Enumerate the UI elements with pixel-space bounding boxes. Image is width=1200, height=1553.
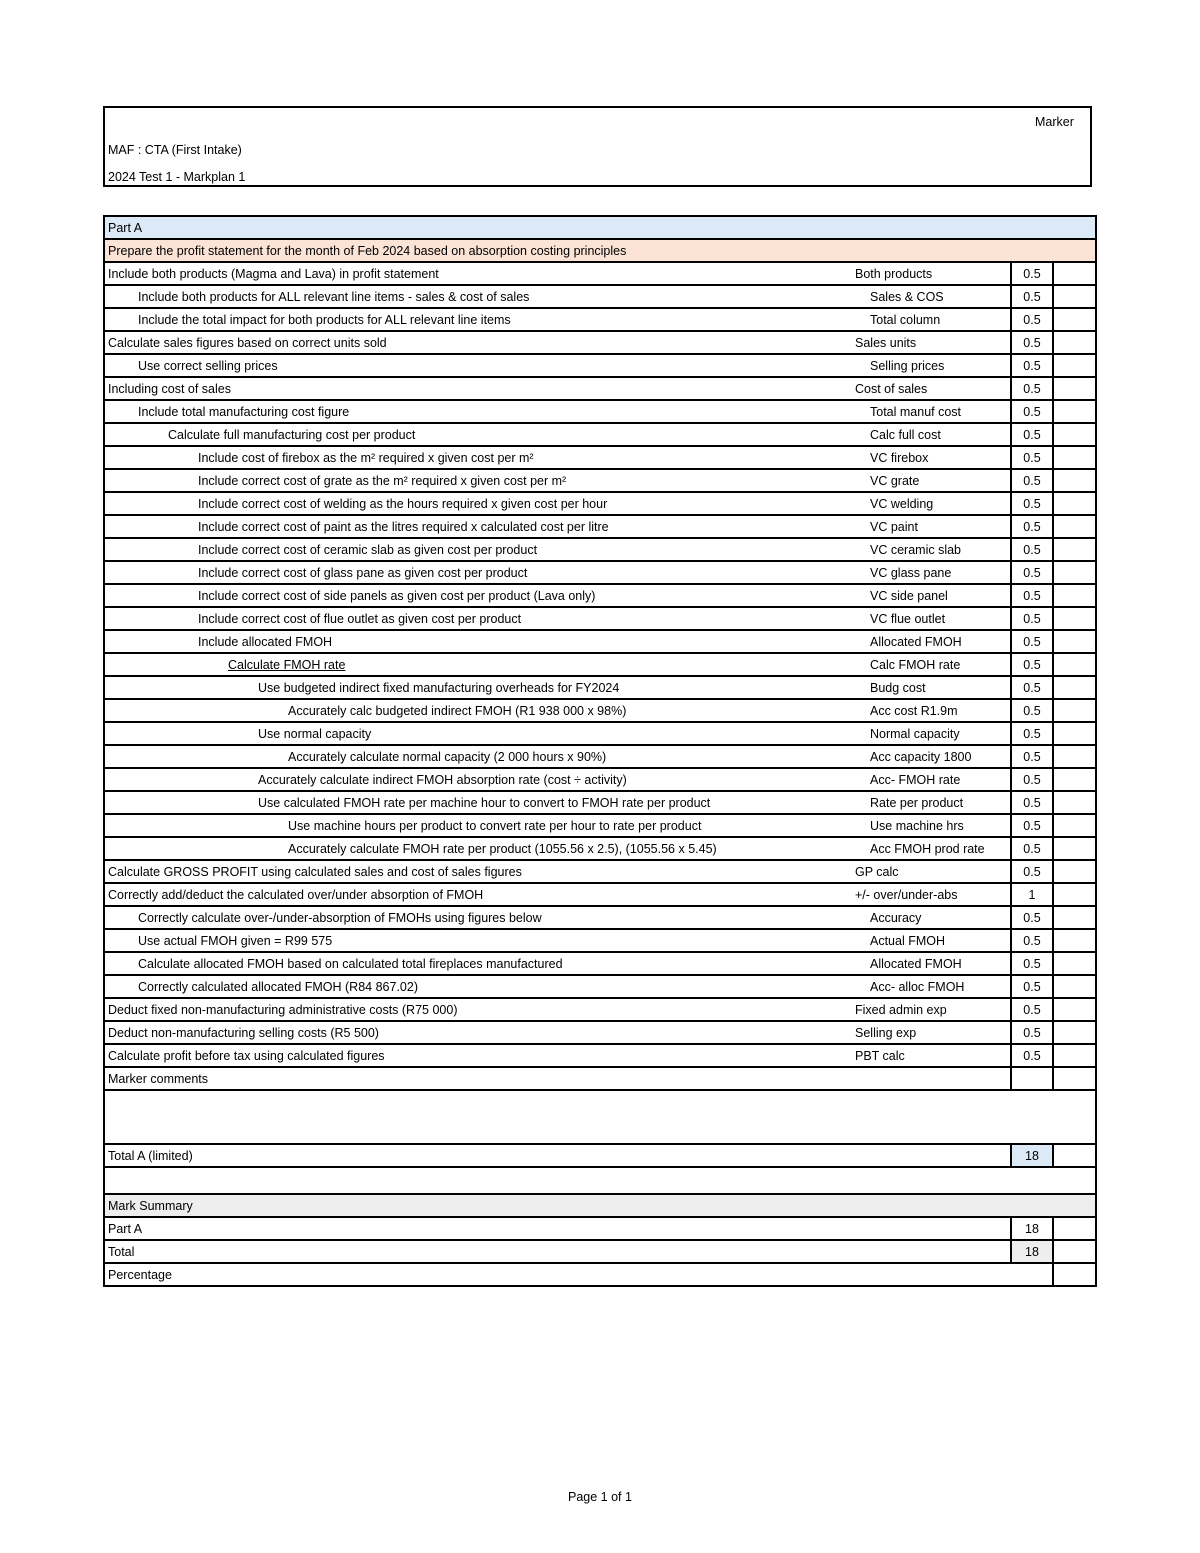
criterion-text: Include correct cost of glass pane as given cost per product — [104, 561, 854, 584]
criterion-code: Acc FMOH prod rate — [854, 837, 1011, 860]
criterion-text: Use actual FMOH given = R99 575 — [104, 929, 854, 952]
criterion-row — [104, 883, 1096, 906]
awarded-mark-cell[interactable] — [1053, 492, 1096, 515]
criterion-code: Selling prices — [854, 354, 1011, 377]
criterion-text: Calculate FMOH rate — [104, 653, 854, 676]
criterion-row — [104, 308, 1096, 331]
criterion-text: Calculate sales figures based on correct units sold — [104, 331, 854, 354]
awarded-mark-cell[interactable] — [1053, 423, 1096, 446]
criterion-row — [104, 515, 1096, 538]
awarded-mark-cell[interactable] — [1053, 538, 1096, 561]
course-title: MAF : CTA (First Intake) — [108, 143, 242, 157]
criterion-row — [104, 791, 1096, 814]
criterion-row — [104, 354, 1096, 377]
criterion-code: Normal capacity — [854, 722, 1011, 745]
criterion-text: Include correct cost of paint as the litres required x calculated cost per litre — [104, 515, 854, 538]
awarded-mark-cell[interactable] — [1053, 837, 1096, 860]
criterion-mark: 0.5 — [1011, 745, 1053, 768]
criterion-text: Calculate allocated FMOH based on calculated total fireplaces manufactured — [104, 952, 854, 975]
criterion-row — [104, 998, 1096, 1021]
awarded-mark-cell[interactable] — [1053, 308, 1096, 331]
criterion-code: Acc capacity 1800 — [854, 745, 1011, 768]
criterion-text: Calculate GROSS PROFIT using calculated sales and cost of sales figures — [104, 860, 854, 883]
criterion-text: Accurately calculate normal capacity (2 000 hours x 90%) — [104, 745, 854, 768]
criterion-code: Budg cost — [854, 676, 1011, 699]
awarded-mark-cell[interactable] — [1053, 768, 1096, 791]
awarded-mark-cell[interactable] — [1053, 676, 1096, 699]
criterion-mark: 0.5 — [1011, 423, 1053, 446]
criterion-text: Include correct cost of grate as the m² required x given cost per m² — [104, 469, 854, 492]
criterion-row — [104, 722, 1096, 745]
criterion-row — [104, 952, 1096, 975]
criterion-row — [104, 906, 1096, 929]
criterion-mark: 0.5 — [1011, 768, 1053, 791]
criterion-mark: 0.5 — [1011, 515, 1053, 538]
spacer-row — [104, 1167, 1096, 1194]
criterion-mark: 0.5 — [1011, 676, 1053, 699]
criterion-mark: 0.5 — [1011, 952, 1053, 975]
blank-cell — [1053, 1067, 1096, 1090]
criterion-code: Use machine hrs — [854, 814, 1011, 837]
awarded-mark-cell[interactable] — [1053, 722, 1096, 745]
part-a-heading-row — [104, 216, 1096, 239]
spacer-cell — [104, 1167, 1096, 1194]
criterion-row — [104, 607, 1096, 630]
criterion-text: Accurately calc budgeted indirect FMOH (R1 938 000 x 98%) — [104, 699, 854, 722]
criterion-code: Accuracy — [854, 906, 1011, 929]
criterion-text: Include correct cost of welding as the hours required x given cost per hour — [104, 492, 854, 515]
awarded-mark-cell[interactable] — [1053, 584, 1096, 607]
criterion-code: VC ceramic slab — [854, 538, 1011, 561]
summary-total-awarded-cell[interactable] — [1053, 1240, 1096, 1263]
criterion-text: Deduct fixed non-manufacturing administrative costs (R75 000) — [104, 998, 854, 1021]
criterion-mark: 0.5 — [1011, 308, 1053, 331]
criterion-mark: 0.5 — [1011, 469, 1053, 492]
criterion-code: Cost of sales — [854, 377, 1011, 400]
criterion-mark: 0.5 — [1011, 262, 1053, 285]
criterion-row — [104, 929, 1096, 952]
awarded-mark-cell[interactable] — [1053, 469, 1096, 492]
summary-total-label: Total — [104, 1240, 1011, 1263]
criterion-code: Acc- FMOH rate — [854, 768, 1011, 791]
criterion-row — [104, 331, 1096, 354]
marker-label: Marker — [1035, 115, 1074, 129]
criterion-row — [104, 538, 1096, 561]
comments-box-row — [104, 1090, 1096, 1144]
criterion-mark: 0.5 — [1011, 354, 1053, 377]
criterion-text: Include cost of firebox as the m² required x given cost per m² — [104, 446, 854, 469]
criterion-text: Include allocated FMOH — [104, 630, 854, 653]
criterion-mark: 0.5 — [1011, 285, 1053, 308]
criterion-code: Sales & COS — [854, 285, 1011, 308]
criterion-mark: 0.5 — [1011, 814, 1053, 837]
criterion-code: VC grate — [854, 469, 1011, 492]
blank-cell — [1011, 1067, 1053, 1090]
mark-summary-row — [104, 1194, 1096, 1217]
criterion-mark: 0.5 — [1011, 492, 1053, 515]
criterion-row — [104, 630, 1096, 653]
criterion-row — [104, 814, 1096, 837]
awarded-mark-cell[interactable] — [1053, 1021, 1096, 1044]
criterion-mark: 0.5 — [1011, 906, 1053, 929]
page-footer: Page 1 of 1 — [568, 1490, 632, 1504]
percentage-cell[interactable] — [1053, 1263, 1096, 1286]
criterion-mark: 0.5 — [1011, 998, 1053, 1021]
criterion-row — [104, 1021, 1096, 1044]
criterion-code: Actual FMOH — [854, 929, 1011, 952]
total-a-value: 18 — [1011, 1144, 1053, 1167]
criterion-row — [104, 860, 1096, 883]
criterion-row — [104, 400, 1096, 423]
awarded-mark-cell[interactable] — [1053, 952, 1096, 975]
criterion-mark: 0.5 — [1011, 630, 1053, 653]
criterion-row — [104, 285, 1096, 308]
criterion-text: Correctly calculate over-/under-absorption of FMOHs using figures below — [104, 906, 854, 929]
criterion-code: Fixed admin exp — [854, 998, 1011, 1021]
criterion-code: Rate per product — [854, 791, 1011, 814]
awarded-mark-cell[interactable] — [1053, 561, 1096, 584]
awarded-mark-cell[interactable] — [1053, 699, 1096, 722]
criterion-code: VC flue outlet — [854, 607, 1011, 630]
awarded-mark-cell[interactable] — [1053, 653, 1096, 676]
criterion-row — [104, 423, 1096, 446]
criterion-mark: 0.5 — [1011, 699, 1053, 722]
criterion-text: Correctly add/deduct the calculated over/under absorption of FMOH — [104, 883, 854, 906]
criterion-mark: 0.5 — [1011, 975, 1053, 998]
criterion-text: Include correct cost of flue outlet as given cost per product — [104, 607, 854, 630]
criterion-text: Correctly calculated allocated FMOH (R84 867.02) — [104, 975, 854, 998]
awarded-mark-cell[interactable] — [1053, 814, 1096, 837]
criterion-code: Acc cost R1.9m — [854, 699, 1011, 722]
criterion-mark: 0.5 — [1011, 837, 1053, 860]
criterion-code: Selling exp — [854, 1021, 1011, 1044]
mark-summary-title: Mark Summary — [104, 1194, 1096, 1217]
criterion-text: Include both products for ALL relevant line items - sales & cost of sales — [104, 285, 854, 308]
criterion-code: Allocated FMOH — [854, 952, 1011, 975]
criterion-code: Total column — [854, 308, 1011, 331]
awarded-mark-cell[interactable] — [1053, 400, 1096, 423]
criterion-row — [104, 653, 1096, 676]
criterion-row — [104, 768, 1096, 791]
awarded-mark-cell[interactable] — [1053, 630, 1096, 653]
criterion-code: Total manuf cost — [854, 400, 1011, 423]
awarded-mark-cell[interactable] — [1053, 1044, 1096, 1067]
criterion-code: VC welding — [854, 492, 1011, 515]
criterion-mark: 0.5 — [1011, 400, 1053, 423]
total-a-row — [104, 1144, 1096, 1167]
criterion-row — [104, 745, 1096, 768]
criterion-mark: 0.5 — [1011, 446, 1053, 469]
document-header — [103, 106, 1092, 187]
test-title: 2024 Test 1 - Markplan 1 — [108, 170, 246, 184]
awarded-mark-cell[interactable] — [1053, 791, 1096, 814]
criterion-text: Include correct cost of side panels as given cost per product (Lava only) — [104, 584, 854, 607]
criterion-mark: 0.5 — [1011, 561, 1053, 584]
criterion-text: Use correct selling prices — [104, 354, 854, 377]
total-a-label: Total A (limited) — [104, 1144, 1011, 1167]
marker-comments-box[interactable] — [104, 1090, 1096, 1144]
criterion-code: Calc full cost — [854, 423, 1011, 446]
criterion-text: Include both products (Magma and Lava) in profit statement — [104, 262, 854, 285]
instruction-row — [104, 239, 1096, 262]
criterion-row — [104, 561, 1096, 584]
criterion-mark: 0.5 — [1011, 1044, 1053, 1067]
criterion-text: Accurately calculate FMOH rate per product (1055.56 x 2.5), (1055.56 x 5.45) — [104, 837, 854, 860]
criterion-text: Calculate profit before tax using calculated figures — [104, 1044, 854, 1067]
awarded-mark-cell[interactable] — [1053, 929, 1096, 952]
criterion-mark: 0.5 — [1011, 331, 1053, 354]
criterion-code: Allocated FMOH — [854, 630, 1011, 653]
awarded-mark-cell[interactable] — [1053, 883, 1096, 906]
summary-part-a-row — [104, 1217, 1096, 1240]
criterion-mark: 0.5 — [1011, 377, 1053, 400]
summary-part-a-label: Part A — [104, 1217, 1011, 1240]
criterion-code: VC glass pane — [854, 561, 1011, 584]
percentage-row — [104, 1263, 1096, 1286]
awarded-mark-cell[interactable] — [1053, 745, 1096, 768]
awarded-mark-cell[interactable] — [1053, 860, 1096, 883]
criterion-code: Sales units — [854, 331, 1011, 354]
awarded-mark-cell[interactable] — [1053, 446, 1096, 469]
summary-total-value: 18 — [1011, 1240, 1053, 1263]
comments-label-row — [104, 1067, 1096, 1090]
criterion-row — [104, 469, 1096, 492]
awarded-mark-cell[interactable] — [1053, 607, 1096, 630]
awarded-mark-cell[interactable] — [1053, 262, 1096, 285]
criterion-text: Use budgeted indirect fixed manufacturing overheads for FY2024 — [104, 676, 854, 699]
criterion-row — [104, 492, 1096, 515]
criterion-code: Calc FMOH rate — [854, 653, 1011, 676]
summary-total-row — [104, 1240, 1096, 1263]
criterion-row — [104, 975, 1096, 998]
criterion-text: Include correct cost of ceramic slab as given cost per product — [104, 538, 854, 561]
criterion-text: Include total manufacturing cost figure — [104, 400, 854, 423]
criterion-text: Deduct non-manufacturing selling costs (R5 500) — [104, 1021, 854, 1044]
criterion-text: Use normal capacity — [104, 722, 854, 745]
awarded-mark-cell[interactable] — [1053, 515, 1096, 538]
criterion-text: Include the total impact for both products for ALL relevant line items — [104, 308, 854, 331]
marker-comments-label: Marker comments — [104, 1067, 1011, 1090]
criterion-mark: 0.5 — [1011, 1021, 1053, 1044]
part-a-title: Part A — [104, 216, 1096, 239]
awarded-mark-cell[interactable] — [1053, 354, 1096, 377]
criterion-code: VC side panel — [854, 584, 1011, 607]
summary-part-a-value: 18 — [1011, 1217, 1053, 1240]
part-a-instruction: Prepare the profit statement for the month of Feb 2024 based on absorption costing principles — [104, 239, 1096, 262]
awarded-mark-cell[interactable] — [1053, 998, 1096, 1021]
criterion-mark: 0.5 — [1011, 791, 1053, 814]
criterion-mark: 0.5 — [1011, 929, 1053, 952]
awarded-mark-cell[interactable] — [1053, 331, 1096, 354]
markplan-table — [103, 215, 1097, 1287]
criterion-row — [104, 676, 1096, 699]
criterion-row — [104, 1044, 1096, 1067]
criterion-text: Calculate full manufacturing cost per product — [104, 423, 854, 446]
criterion-mark: 0.5 — [1011, 584, 1053, 607]
criterion-mark: 0.5 — [1011, 653, 1053, 676]
criterion-row — [104, 837, 1096, 860]
criterion-row — [104, 377, 1096, 400]
total-a-awarded-cell[interactable] — [1053, 1144, 1096, 1167]
criterion-mark: 0.5 — [1011, 860, 1053, 883]
criterion-mark: 0.5 — [1011, 607, 1053, 630]
percentage-label: Percentage — [104, 1263, 1053, 1286]
criterion-mark: 1 — [1011, 883, 1053, 906]
criterion-mark: 0.5 — [1011, 538, 1053, 561]
criterion-row — [104, 262, 1096, 285]
criterion-text: Use calculated FMOH rate per machine hour to convert to FMOH rate per product — [104, 791, 854, 814]
criterion-mark: 0.5 — [1011, 722, 1053, 745]
criterion-row — [104, 584, 1096, 607]
criterion-code: +/- over/under-abs — [854, 883, 1011, 906]
awarded-mark-cell[interactable] — [1053, 377, 1096, 400]
criterion-code: Both products — [854, 262, 1011, 285]
criterion-code: PBT calc — [854, 1044, 1011, 1067]
criterion-text: Use machine hours per product to convert rate per hour to rate per product — [104, 814, 854, 837]
awarded-mark-cell[interactable] — [1053, 975, 1096, 998]
criterion-row — [104, 699, 1096, 722]
summary-part-a-awarded-cell[interactable] — [1053, 1217, 1096, 1240]
criterion-code: VC paint — [854, 515, 1011, 538]
criterion-code: VC firebox — [854, 446, 1011, 469]
criterion-text: Accurately calculate indirect FMOH absorption rate (cost ÷ activity) — [104, 768, 854, 791]
criterion-row — [104, 446, 1096, 469]
criterion-code: Acc- alloc FMOH — [854, 975, 1011, 998]
awarded-mark-cell[interactable] — [1053, 285, 1096, 308]
criterion-code: GP calc — [854, 860, 1011, 883]
criterion-text: Including cost of sales — [104, 377, 854, 400]
awarded-mark-cell[interactable] — [1053, 906, 1096, 929]
